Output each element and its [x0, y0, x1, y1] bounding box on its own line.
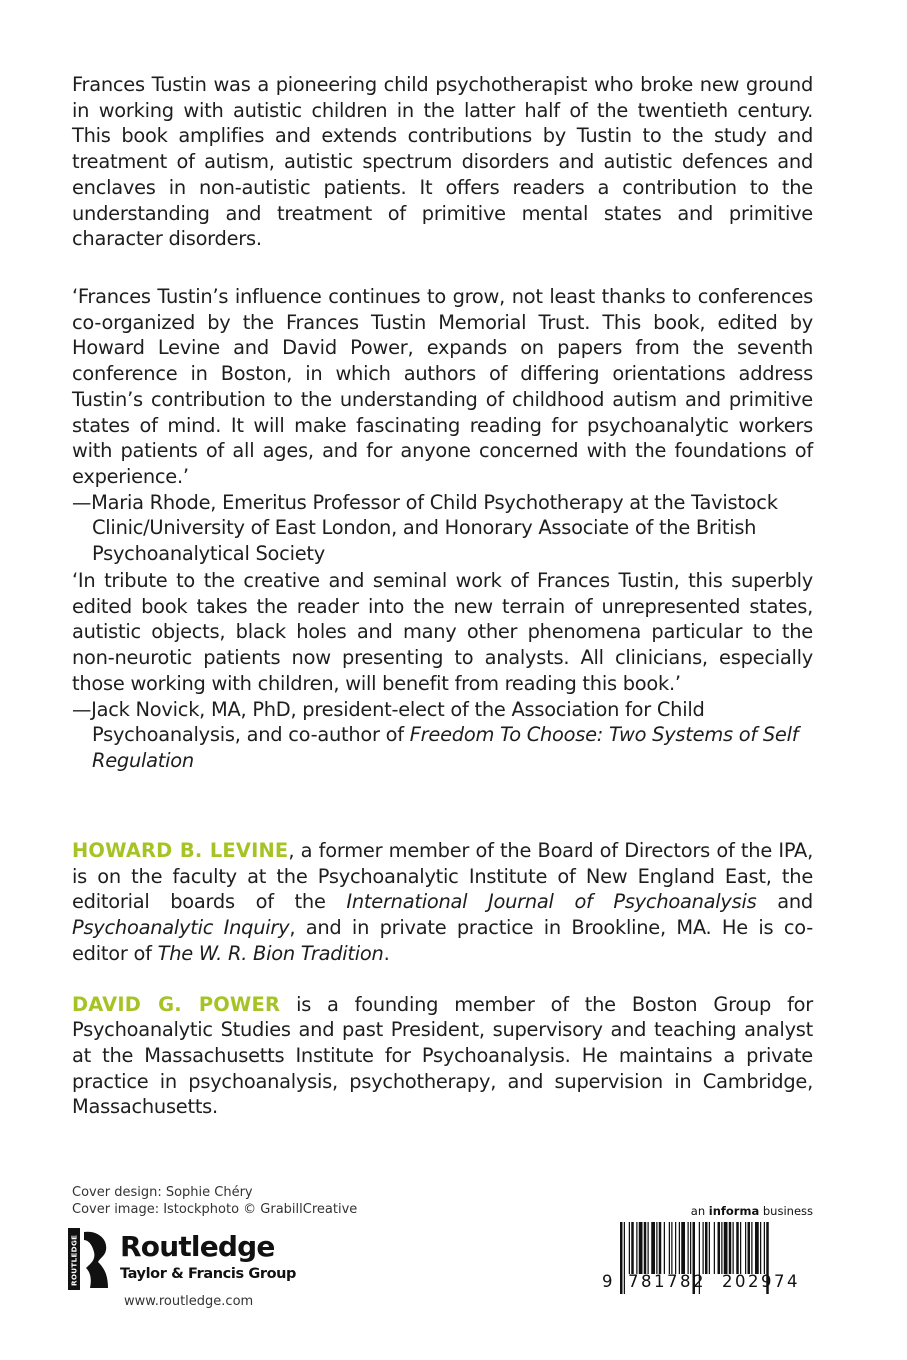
barcode-bar [639, 1222, 643, 1274]
barcode-bar [733, 1222, 734, 1274]
barcode-bar [755, 1222, 759, 1274]
barcode-bar [664, 1222, 665, 1274]
isbn-right-group: 202974 [722, 1272, 800, 1291]
quote-attribution-rhode: —Maria Rhode, Emeritus Professor of Child Psychotherapy at the Tavistock Clinic/University of East London, and Honorary Associate of the British Psychoanalytical Society [72, 490, 778, 566]
bio-levine [72, 838, 813, 1120]
barcode-bar [675, 1222, 676, 1274]
cover-image-credit: Cover image: Istockphoto © GrabillCreative [72, 1202, 358, 1217]
intro-paragraph: Frances Tustin was a pioneering child psychotherapist who broke new ground in working with autistic children in the latter half of the twentieth century. This book amplifies and extends contributions by Tustin to the study and treatment of autism, autistic spectrum disorders and autistic defences and enclaves in non-autistic patients. It offers readers a contribution to the understanding and treatment of primitive mental states and primitive character disorders. [72, 73, 813, 251]
barcode-bar [714, 1222, 715, 1274]
barcode-bar [669, 1222, 670, 1274]
routledge-logo [68, 1228, 308, 1292]
routledge-horse-icon [68, 1228, 112, 1290]
barcode-bar [736, 1222, 739, 1274]
barcode-bar [751, 1222, 752, 1274]
barcode-bar [724, 1222, 728, 1274]
barcode-bar [745, 1222, 746, 1274]
quote-text-rhode: ‘Frances Tustin’s influence continues to grow, not least thanks to conferences co-organized by the Frances Tustin Memorial Trust. This book, edited by Howard Levine and David Power, expands on papers from the seventh conference in Boston, in which authors of differing orientations address Tustin’s contribution to the understanding of childhood autism and primitive states of mind. It will make fascinating reading for psychoanalytic workers with patients of all ages, and for anyone concerned with the foundations of experience.’ [72, 285, 813, 488]
barcode-bar [740, 1222, 741, 1274]
barcode-bar [636, 1222, 637, 1274]
publisher-name: Routledge [120, 1230, 275, 1263]
publisher-group: Taylor & Francis Group [120, 1266, 297, 1282]
barcode-bar [648, 1222, 649, 1274]
attribution-book-title: Freedom To Choose: Two Systems of Self Regulation [92, 723, 799, 772]
quote-text-novick: ‘In tribute to the creative and seminal work of Frances Tustin, this superbly edited book takes the reader into the new terrain of unrepresented states, autistic objects, black holes and many other phenomena particular to the non-neurotic patients now presenting to analysts. All clinicians, especially those working with children, will benefit from reading this book.’ [72, 569, 813, 695]
informa-business-label: an informa business [690, 1204, 813, 1218]
barcode-bar [718, 1222, 721, 1274]
barcode-bar [721, 1222, 722, 1274]
barcode-bar [760, 1222, 761, 1274]
barcode-bar [671, 1222, 672, 1274]
barcode-bar [688, 1222, 689, 1274]
bio-levine-text: HOWARD B. LEVINE, a former member of the Board of Directors of the IPA, is on the faculty at the Psychoanalytic Institute of New England East, the editorial boards of the International Journal of Psychoanalysis and Psychoanalytic Inquiry, and in private practice in Brookline, MA. He is co-editor of The W. R. Bion Tradition. [72, 839, 813, 965]
barcode-bar [703, 1222, 704, 1274]
barcode-bar [659, 1222, 662, 1274]
barcode-bar [651, 1222, 655, 1274]
barcode-bar [764, 1222, 765, 1274]
publisher-url[interactable]: www.routledge.com [124, 1294, 254, 1309]
cover-design-credit: Cover design: Sophie Chéry [72, 1185, 253, 1200]
barcode-bar [631, 1222, 634, 1274]
isbn-number [602, 1272, 814, 1291]
isbn-barcode [602, 1222, 814, 1314]
barcode-bar [644, 1222, 647, 1274]
barcode-bar [681, 1222, 685, 1274]
bio-power-text: DAVID G. POWER is a founding member of the Boston Group for Psychoanalytic Studies and past President, supervisory and teaching analyst at the Massachusetts Institute for Psychoanalysis. He maintains a private practice in psychoanalysis, psychotherapy, and supervision in Cambridge, Massachusetts. [72, 992, 814, 1119]
author-name-power: DAVID G. POWER [72, 992, 281, 1016]
attribution-text: —Jack Novick, MA, PhD, president-elect of the Association for Child Psychoanalysis, and co-author of [72, 697, 705, 747]
barcode-bar [709, 1222, 710, 1274]
barcode-bar [656, 1222, 657, 1274]
barcode-bar [729, 1222, 732, 1274]
barcode-bar [690, 1222, 691, 1274]
cover-credits [72, 1184, 357, 1218]
isbn-left-group: 781782 [628, 1272, 706, 1291]
quote-attribution-novick [72, 697, 813, 774]
barcode-bar [748, 1222, 751, 1274]
routledge-vertical-wordmark: ROUTLEDGE [69, 1234, 79, 1286]
isbn-prefix-digit: 9 [602, 1272, 613, 1291]
barcode-bar [705, 1222, 708, 1274]
barcode-bar [679, 1222, 680, 1274]
barcode-bar [629, 1222, 630, 1274]
quote-block-rhode [72, 284, 813, 567]
quote-block-novick [72, 568, 813, 774]
author-name-levine: HOWARD B. LEVINE [72, 839, 289, 862]
back-cover-text [72, 72, 814, 1119]
